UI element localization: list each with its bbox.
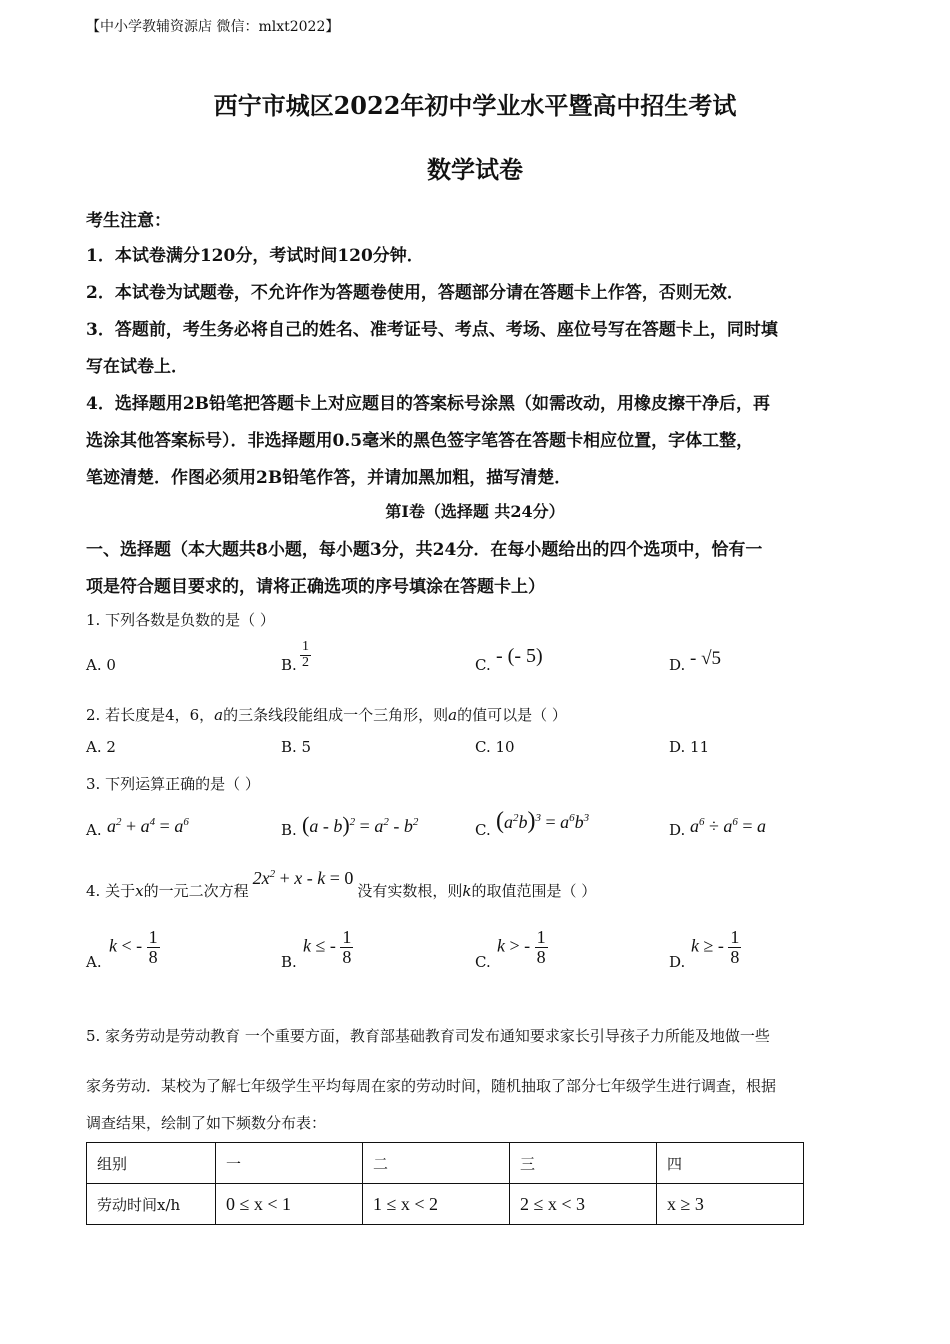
table-cell: 2 ≤ x < 3: [510, 1184, 657, 1225]
q3-option-a: A.: [86, 821, 102, 839]
table-cell: 二: [363, 1143, 510, 1184]
q4-option-b: B.: [281, 953, 297, 971]
q3-option-a-math: $a^2 + a^4 = a^6$: [107, 816, 189, 836]
q1-option-d: D.: [669, 656, 686, 674]
notice-heading: 考生注意：: [86, 211, 171, 231]
q2-option-a: A. 2: [86, 738, 116, 756]
q3-option-b-math: $(a - b)^2 = a^2 - b^2$: [302, 812, 419, 837]
q2-option-d: D. 11: [669, 738, 710, 756]
q1-option-a: A. 0: [86, 656, 116, 674]
notice-line: 3．答题前，考生务必将自己的姓名、准考证号、考点、考场、座位号写在答题卡上，同时填: [86, 320, 778, 340]
notice-line: 写在试卷上．: [86, 357, 188, 377]
q3-option-c: C.: [475, 821, 491, 839]
question-3-stem: 3. 下列运算正确的是（ ）: [86, 775, 260, 793]
q2-option-b: B. 5: [281, 738, 312, 756]
question-5-line: 调查结果，绘制了如下频数分布表：: [86, 1114, 327, 1132]
table-cell: 1 ≤ x < 2: [363, 1184, 510, 1225]
question-5-line: 5. 家务劳动是劳动教育 一个重要方面，教育部基础教育司发布通知要求家长引导孩子力所能及地做一些: [86, 1027, 770, 1045]
table-cell: 一: [216, 1143, 363, 1184]
question-1-stem: 1. 下列各数是负数的是（ ）: [86, 611, 275, 629]
q4-option-a: A.: [86, 953, 102, 971]
table-row: [87, 1143, 804, 1184]
frequency-table: [86, 1142, 804, 1225]
notice-line: 2．本试卷为试题卷，不允许作为答题卷使用，答题部分请在答题卡上作答，否则无效．: [86, 283, 744, 303]
question-4-stem: 4. 关于x的一元二次方程$2x^2 + x - k = 0$没有实数根，则k的取值范围是（ ）: [86, 868, 597, 900]
notice-line: 4．选择题用2B铅笔把答题卡上对应题目的答案标号涂黑（如需改动，用橡皮擦干净后，再: [86, 394, 771, 414]
table-cell: 三: [510, 1143, 657, 1184]
q3-option-c-math: $(a^2b)^3 = a^6b^3$: [496, 808, 590, 834]
q2-option-c: C. 10: [475, 738, 515, 756]
q4-option-b-math: k ≤ - $\frac{1}{8}$: [303, 927, 352, 967]
table-row: [87, 1184, 804, 1225]
q4-option-a-math: k < - $\frac{1}{8}$: [109, 927, 158, 967]
table-cell: 组别: [87, 1143, 216, 1184]
q3-option-d-math: $a^6 \div a^6 = a$: [690, 816, 767, 836]
q1-option-c-math: - (- 5): [496, 645, 543, 667]
notice-line: 笔迹清楚．作图必须用2B铅笔作答，并请加黑加粗，描写清楚．: [86, 468, 572, 488]
q1-option-c: C.: [475, 656, 491, 674]
table-cell: x ≥ 3: [657, 1184, 804, 1225]
q4-option-d: D.: [669, 953, 686, 971]
q4-option-d-math: k ≥ - $\frac{1}{8}$: [691, 927, 740, 967]
q4-option-c-math: k > - $\frac{1}{8}$: [497, 927, 546, 967]
q3-option-b: B.: [281, 821, 297, 839]
section-heading: 一、选择题（本大题共8小题，每小题3分，共24分．在每小题给出的四个选项中，恰有一: [86, 540, 763, 560]
table-cell: 劳动时间x/h: [87, 1184, 216, 1225]
section-heading: 项是符合题目要求的，请将正确选项的序号填涂在答题卡上）: [86, 577, 545, 597]
q1-option-b: B.: [281, 656, 297, 674]
table-cell: 0 ≤ x < 1: [216, 1184, 363, 1225]
part-title: 第Ⅰ卷（选择题 共24分）: [385, 502, 565, 521]
q1-option-d-math: - √5: [690, 648, 722, 669]
table-cell: 四: [657, 1143, 804, 1184]
notice-line: 1．本试卷满分120分，考试时间120分钟．: [86, 246, 424, 266]
exam-title: 西宁市城区2022年初中学业水平暨高中招生考试: [213, 91, 737, 120]
notice-line: 选涂其他答案标号）．非选择题用0.5毫米的黑色签字笔答在答题卡相应位置，字体工整，: [86, 431, 754, 451]
q4-option-c: C.: [475, 953, 491, 971]
question-2-stem: 2. 若长度是4，6，a的三条线段能组成一个三角形，则a的值可以是（ ）: [86, 706, 567, 724]
q1-option-b-fraction: $\frac{1}{2}$: [302, 639, 309, 670]
q3-option-d: D.: [669, 821, 686, 839]
question-5-line: 家务劳动．某校为了解七年级学生平均每周在家的劳动时间，随机抽取了部分七年级学生进行调查，根据: [86, 1077, 777, 1095]
page-header: 【中小学教辅资源店 微信：mlxt2022】: [86, 19, 340, 35]
exam-subtitle: 数学试卷: [427, 155, 523, 184]
